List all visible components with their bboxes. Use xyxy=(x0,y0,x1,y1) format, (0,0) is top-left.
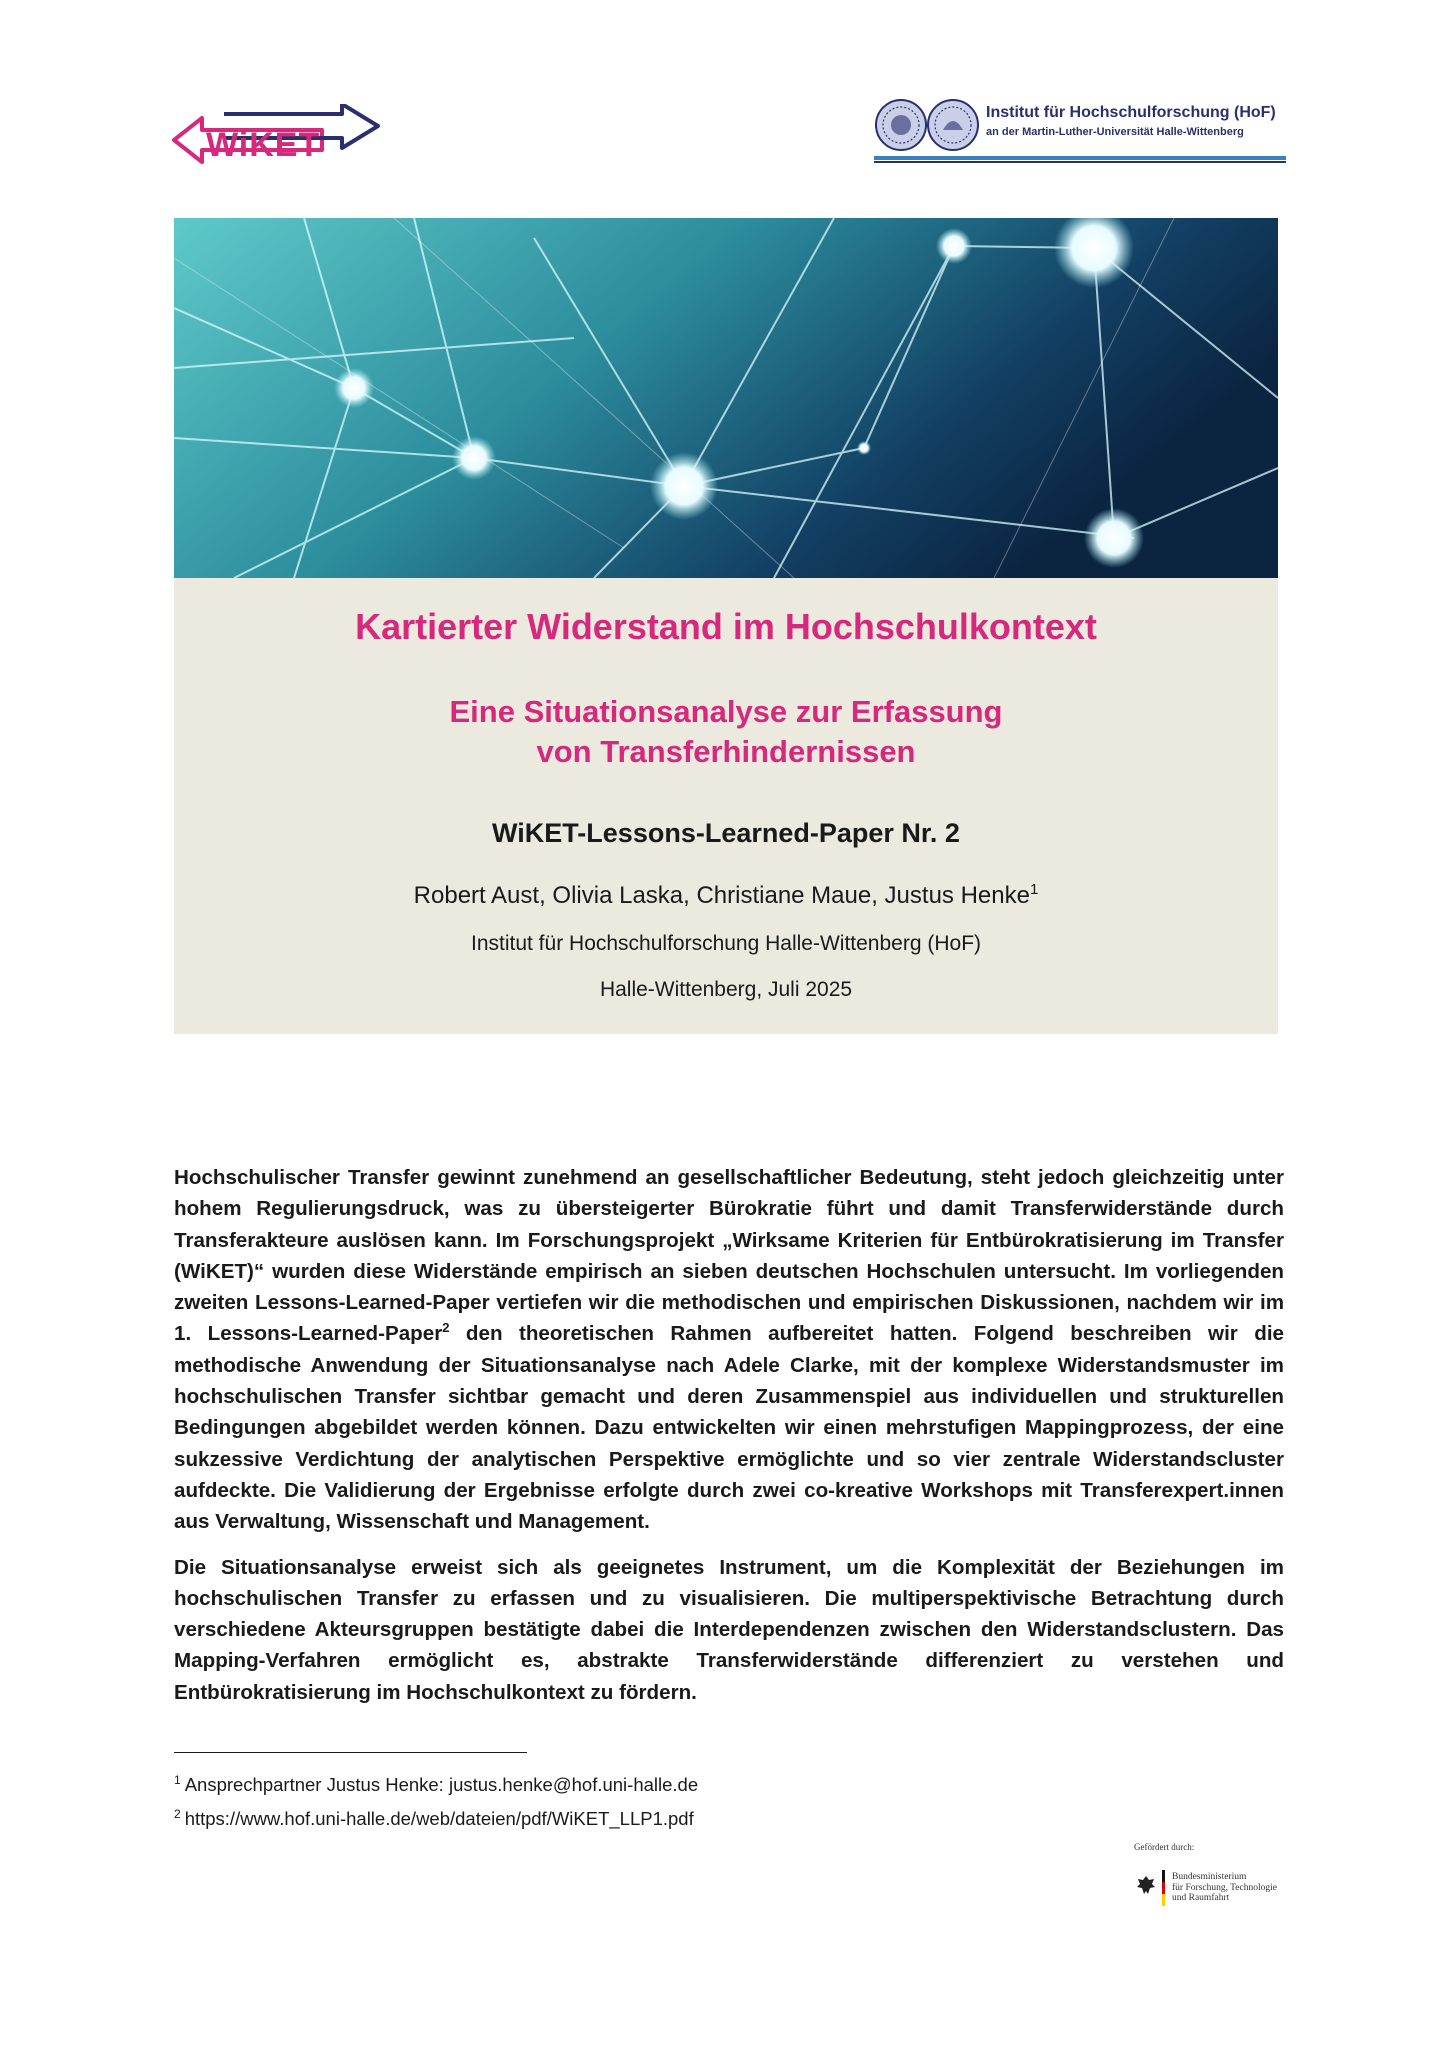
abstract-text: den theoretischen Rahmen aufbereitet hatten. Folgend beschreiben wir die methodische Anwendung der Situationsanalyse nach Adele Clarke, mit der komplexe Widerstandsmuster im hochschulischen Transfer sichtbar gemacht und deren Zusammenspiel aus individuellen und strukturellen Bedingungen abgebildet werden können. Dazu entwickelten wir einen mehrstufigen Mappingprozess, der eine sukzessive Verdichtung der analytischen Perspektive ermöglichte und so vier zentrale Widerstandscluster aufdeckte. Die Validierung der Ergebnisse erfolgte durch zwei co-kreative Workshops mit Transferexpert.innen aus Verwaltung, Wissenschaft und Management. xyxy=(174,1322,1285,1534)
ministry-name: Bundesministerium für Forschung, Technologie und Raumfahrt xyxy=(1172,1872,1277,1903)
document-subtitle xyxy=(174,692,1278,772)
footnote xyxy=(174,1774,698,1796)
funded-by-label: Gefördert durch: xyxy=(1134,1842,1195,1852)
footnote-marker: 1 xyxy=(1029,881,1039,898)
abstract-text: Hochschulischer Transfer gewinnt zunehmend an gesellschaftlicher Bedeutung, steht jedoch gleichzeitig unter hohem Regulierungsdruck, was zu übersteigerter Bürokratie führt und damit Transferwiderstände durch Transferakteure auslösen kann. Im Forschungsprojekt „Wirksame Kriterien für Entbürokratisierung im Transfer (WiKET)“ wurden diese Widerstände empirisch an sieben deutschen Hochschulen untersucht. Im vorliegenden zweiten Lessons-Learned-Paper vertiefen wir die methodischen und empirischen Diskussionen, nachdem wir im 1. Lessons-Learned-Paper xyxy=(174,1166,1284,1346)
abstract-paragraph xyxy=(174,1162,1284,1538)
footnote-marker: 2 xyxy=(442,1320,450,1336)
hof-logo xyxy=(874,94,1286,164)
footnote-text: Ansprechpartner Justus Henke: justus.henke@hof.uni-halle.de xyxy=(184,1774,699,1795)
authors xyxy=(174,882,1278,910)
abstract-paragraph: Die Situationsanalyse erweist sich als geeignetes Instrument, um die Komplexität der Beziehungen im hochschulischen Transfer zu erfassen und zu visualisieren. Die multiperspektivische Betrachtung durch verschiedene Akteursgruppen bestätigte dabei die Interdependenzen zwischen den Widerstandsclustern. Das Mapping-Verfahren ermöglicht es, abstrakte Transferwiderstände differenziert zu verstehen und Entbürokratisierung im Hochschulkontext zu fördern. xyxy=(174,1555,1284,1704)
federal-eagle-icon xyxy=(1136,1874,1156,1896)
cover-network-image xyxy=(174,218,1278,578)
university-seal-icon xyxy=(874,98,928,152)
university-seal-icon xyxy=(926,98,980,152)
hof-logo-rule xyxy=(874,161,1286,163)
wiket-logo-text: WiKET xyxy=(206,126,321,164)
wiket-logo xyxy=(172,104,382,170)
footnote-link[interactable]: https://www.hof.uni-halle.de/web/dateien/pdf/WiKET_LLP1.pdf xyxy=(184,1808,694,1829)
footnote-number: 2 xyxy=(174,1806,181,1821)
funding-notice xyxy=(1134,1842,1294,1942)
place-date: Halle-Wittenberg, Juli 2025 xyxy=(599,978,853,1001)
hof-logo-subtitle: an der Martin-Luther-Universität Halle-Wittenberg xyxy=(986,126,1244,138)
title-panel xyxy=(174,578,1278,1034)
flag-stripe xyxy=(1162,1882,1165,1894)
hof-logo-title: Institut für Hochschulforschung (HoF) xyxy=(986,104,1276,121)
institute-name: Institut für Hochschulforschung Halle-Wittenberg (HoF) xyxy=(470,932,982,955)
footnote-divider xyxy=(174,1752,527,1753)
hof-logo-rule xyxy=(874,156,1286,160)
flag-stripe xyxy=(1162,1894,1165,1906)
footnote-number: 1 xyxy=(174,1772,181,1787)
series-title: WiKET-Lessons-Learned-Paper Nr. 2 xyxy=(492,818,960,848)
subtitle-line: Eine Situationsanalyse zur Erfassung xyxy=(449,694,1003,729)
ministry-logo xyxy=(1134,1868,1294,1928)
abstract xyxy=(174,1162,1284,1708)
subtitle-line: von Transferhindernissen xyxy=(536,734,916,769)
flag-stripe xyxy=(1162,1870,1165,1882)
document-title: Kartierter Widerstand im Hochschulkontext xyxy=(355,606,1097,647)
author-names: Robert Aust, Olivia Laska, Christiane Maue, Justus Henke xyxy=(413,882,1030,909)
footnote xyxy=(174,1808,694,1830)
